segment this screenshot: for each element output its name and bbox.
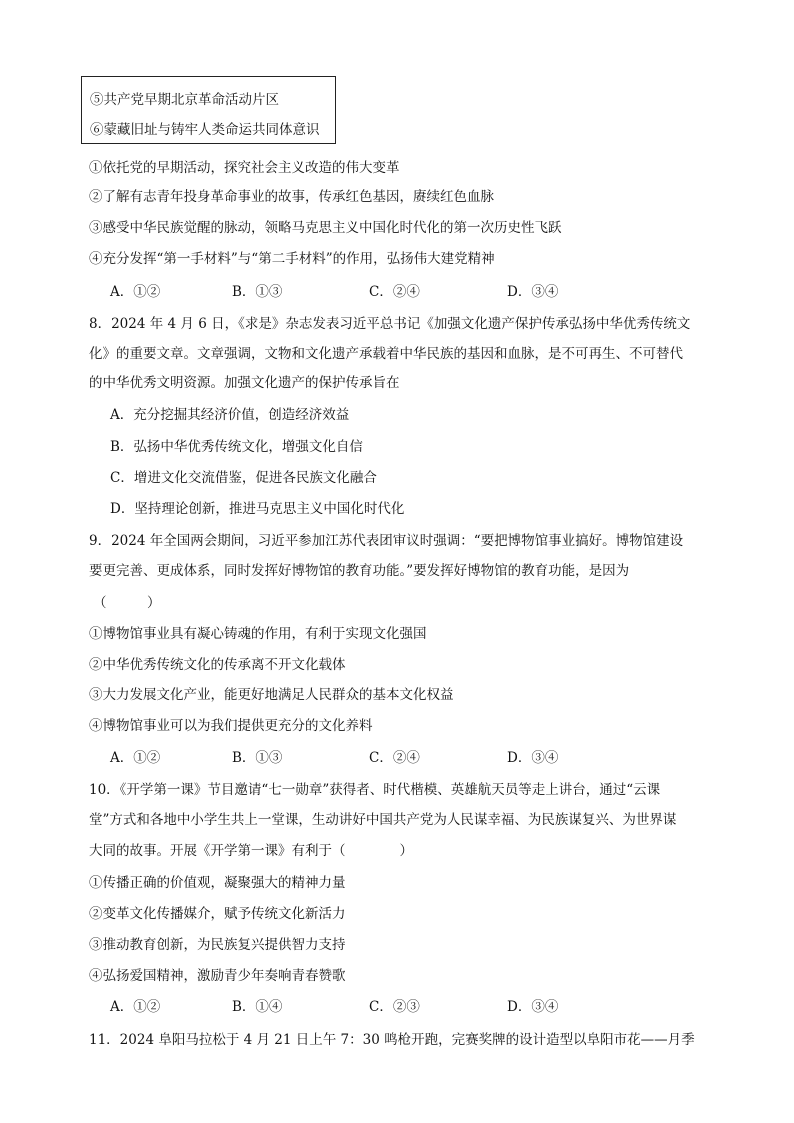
q10-item-1: ①传播正确的价值观，凝聚强大的精神力量: [89, 875, 346, 891]
q8-stem-line-1: 8．2024 年 4 月 6 日，《求是》杂志发表习近平总书记《加强文化遗产保护传承弘扬中华优秀传统文: [89, 316, 691, 332]
q9-item-1: ①博物馆事业具有凝心铸魂的作用，有利于实现文化强国: [89, 626, 427, 642]
q10-stem-line-2: 堂”方式和各地中小学生共上一堂课，生动讲好中国共产党为人民谋幸福、为民族谋复兴、为世界谋: [89, 812, 677, 828]
q10-item-2: ②变革文化传播媒介，赋予传统文化新活力: [89, 906, 346, 922]
q8-stem-line-2: 化》的重要文章。文章强调，文物和文化遗产承载着中华民族的基因和血脉，是不可再生、不可替代: [89, 346, 683, 362]
q7-option-a[interactable]: A．①②: [110, 284, 161, 300]
material-box: [81, 76, 336, 144]
material-line-6: ⑥蒙藏旧址与铸牢人类命运共同体意识: [90, 122, 320, 138]
q7-item-4: ④充分发挥“第一手材料”与“第二手材料”的作用，弘扬伟大建党精神: [89, 251, 495, 267]
q9-option-a[interactable]: A．①②: [110, 750, 161, 766]
q11-stem-line-1: 11．2024 阜阳马拉松于 4 月 21 日上午 7：30 鸣枪开跑，完赛奖牌的设计造型以阜阳市花——月季: [89, 1032, 695, 1048]
q8-stem-line-3: 的中华优秀文明资源。加强文化遗产的保护传承旨在: [89, 375, 400, 391]
q9-item-3: ③大力发展文化产业，能更好地满足人民群众的基本文化权益: [89, 687, 454, 703]
q7-item-3: ③感受中华民族觉醒的脉动，领略马克思主义中国化时代化的第一次历史性飞跃: [89, 220, 562, 236]
q10-option-c[interactable]: C．②③: [369, 999, 420, 1015]
q8-choice-c[interactable]: C．增进文化交流借鉴，促进各民族文化融合: [110, 470, 377, 486]
q8-choice-a[interactable]: A．充分挖掘其经济价值，创造经济效益: [110, 407, 350, 423]
q10-option-b[interactable]: B．①④: [232, 999, 283, 1015]
q9-answer-blank: （ ）: [93, 595, 161, 611]
q10-option-d[interactable]: D．③④: [507, 999, 559, 1015]
q10-option-a[interactable]: A．①②: [110, 999, 161, 1015]
q9-stem-line-2: 要更完善、更成体系，同时发挥好博物馆的教育功能。”要发挥好博物馆的教育功能，是因为: [89, 563, 630, 579]
q7-item-1: ①依托党的早期活动，探究社会主义改造的伟大变革: [89, 160, 400, 176]
q9-item-2: ②中华优秀传统文化的传承离不开文化载体: [89, 657, 346, 673]
q8-choice-b[interactable]: B．弘扬中华优秀传统文化，增强文化自信: [110, 439, 363, 455]
q10-item-3: ③推动教育创新，为民族复兴提供智力支持: [89, 937, 346, 953]
q10-stem-line-3: 大同的故事。开展《开学第一课》有利于（ ）: [89, 843, 413, 859]
q7-option-d[interactable]: D．③④: [507, 284, 559, 300]
q9-option-b[interactable]: B．①③: [232, 750, 283, 766]
q7-item-2: ②了解有志青年投身革命事业的故事，传承红色基因，赓续红色血脉: [89, 189, 494, 205]
q9-item-4: ④博物馆事业可以为我们提供更充分的文化养料: [89, 718, 373, 734]
q10-stem-line-1: 10．《开学第一课》节目邀请“七一勋章”获得者、时代楷模、英雄航天员等走上讲台，通过“云课: [89, 782, 661, 798]
q7-option-c[interactable]: C．②④: [369, 284, 420, 300]
q9-stem-line-1: 9．2024 年全国两会期间，习近平参加江苏代表团审议时强调：“要把博物馆事业搞好。博物馆建设: [89, 533, 684, 549]
q8-choice-d[interactable]: D．坚持理论创新，推进马克思主义中国化时代化: [110, 501, 405, 517]
q9-option-c[interactable]: C．②④: [369, 750, 420, 766]
q7-option-b[interactable]: B．①③: [232, 284, 283, 300]
q10-item-4: ④弘扬爱国精神，激励青少年奏响青春赞歌: [89, 968, 346, 984]
q9-option-d[interactable]: D．③④: [507, 750, 559, 766]
material-line-5: ⑤共产党早期北京革命活动片区: [90, 92, 279, 108]
